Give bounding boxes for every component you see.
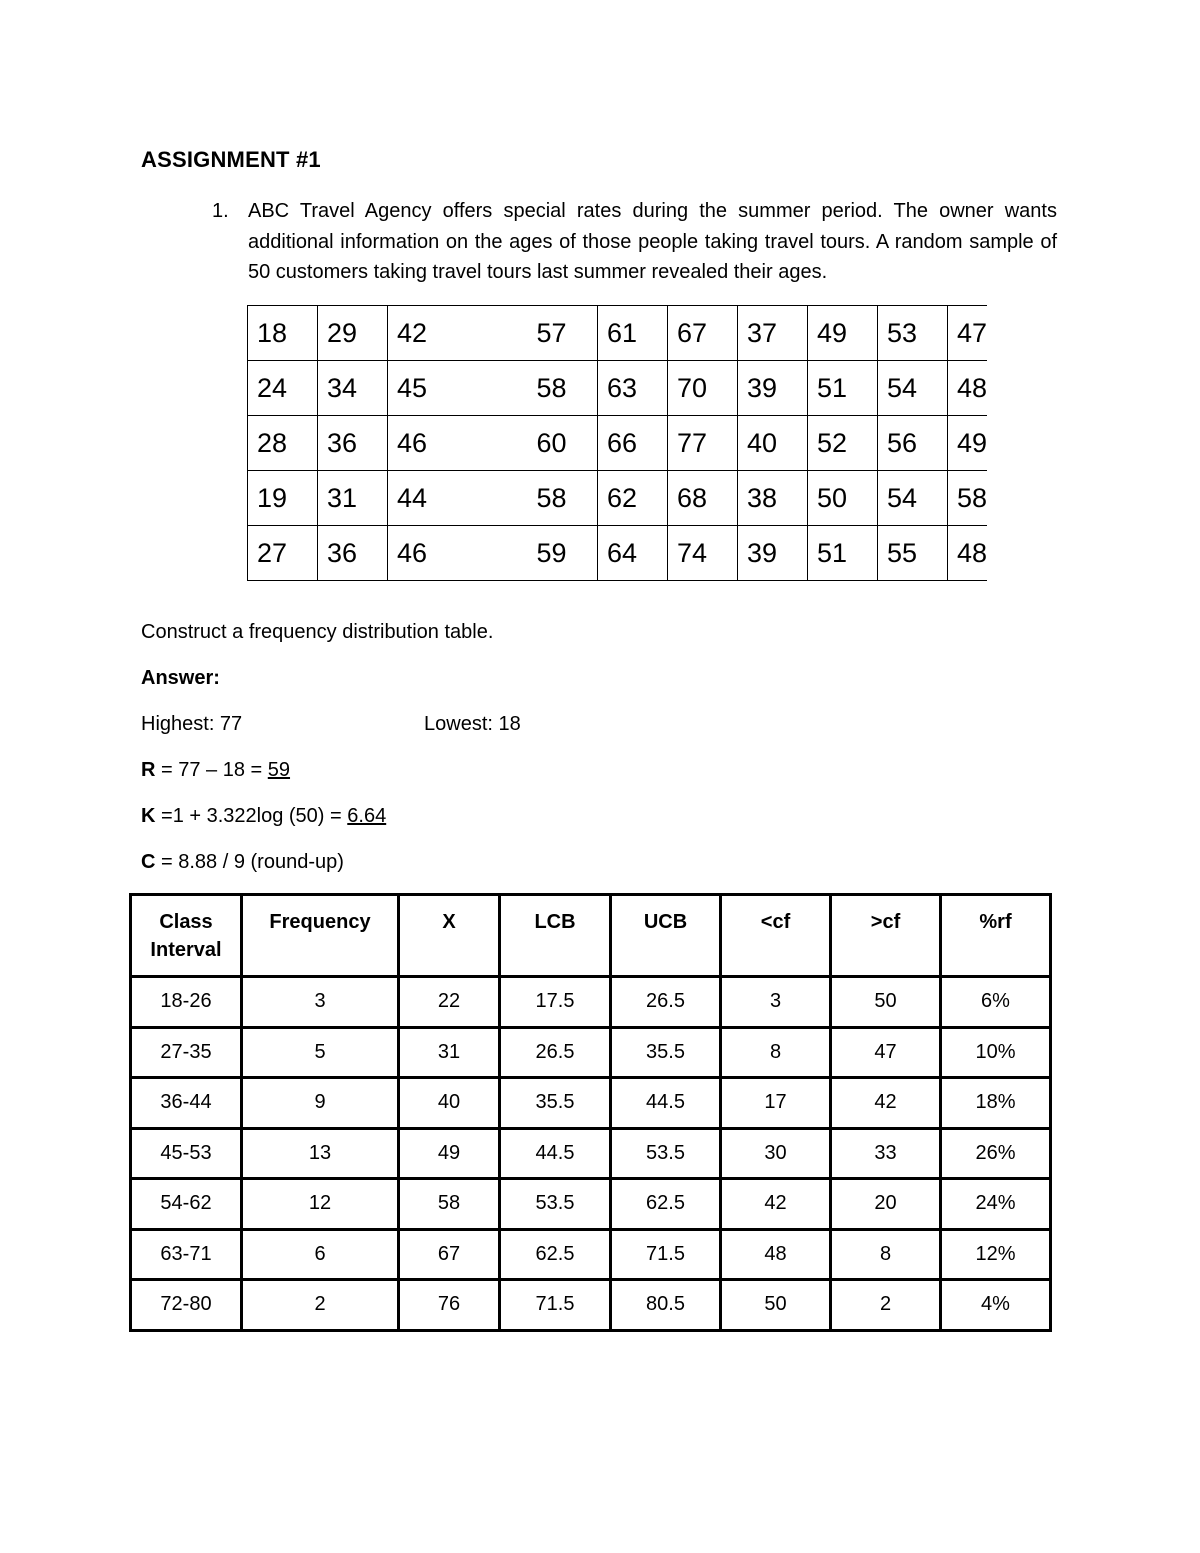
freq-cell: 17.5 — [500, 977, 611, 1028]
ages-cell: 66 — [598, 416, 668, 471]
ages-cell: 62 — [598, 471, 668, 526]
ages-row — [248, 526, 988, 581]
ages-cell: 54 — [878, 361, 948, 416]
ages-cell: 47 — [948, 306, 988, 361]
freq-cell: 53.5 — [611, 1128, 721, 1179]
width-label: C — [141, 851, 156, 873]
freq-cell: 44.5 — [611, 1078, 721, 1129]
freq-cell: 42 — [831, 1078, 941, 1129]
freq-cell: 62.5 — [500, 1229, 611, 1280]
ages-cell: 52 — [808, 416, 878, 471]
ages-cell: 61 — [598, 306, 668, 361]
ages-cell: 60 — [528, 416, 598, 471]
range-result: 59 — [267, 759, 291, 781]
freq-cell: 58 — [399, 1179, 500, 1230]
freq-cell: 40 — [399, 1078, 500, 1129]
ages-cell: 77 — [668, 416, 738, 471]
freq-cell: 12% — [941, 1229, 1051, 1280]
freq-cell: 63-71 — [131, 1229, 242, 1280]
ages-cell: 37 — [738, 306, 808, 361]
frequency-distribution-table — [129, 893, 1052, 1332]
ages-cell: 19 — [248, 471, 318, 526]
ages-cell: 56 — [878, 416, 948, 471]
freq-cell: 62.5 — [611, 1179, 721, 1230]
ages-cell: 58 — [948, 471, 988, 526]
freq-cell: 33 — [831, 1128, 941, 1179]
freq-cell: 13 — [242, 1128, 399, 1179]
freq-cell: 8 — [831, 1229, 941, 1280]
problem-text: ABC Travel Agency offers special rates during the summer period. The owner wants additional information on the ages of those people taking travel tours. A random sample of 50 customers taking travel tours last summer revealed their ages. — [248, 200, 1057, 283]
freq-cell: 9 — [242, 1078, 399, 1129]
freq-cell: 71.5 — [611, 1229, 721, 1280]
freq-cell: 27-35 — [131, 1027, 242, 1078]
freq-cell: 30 — [721, 1128, 831, 1179]
freq-cell: 48 — [721, 1229, 831, 1280]
ages-cell: 38 — [738, 471, 808, 526]
classes-label: K — [141, 805, 156, 827]
ages-cell: 24 — [248, 361, 318, 416]
ages-cell: 50 — [808, 471, 878, 526]
ages-cell: 58 — [528, 471, 598, 526]
ages-row — [248, 361, 988, 416]
freq-row — [131, 977, 1051, 1028]
freq-cell: 20 — [831, 1179, 941, 1230]
ages-cell: 54 — [878, 471, 948, 526]
freq-cell: 35.5 — [611, 1027, 721, 1078]
problem-number: 1. — [212, 200, 229, 222]
freq-cell: 3 — [242, 977, 399, 1028]
freq-cell: 26.5 — [500, 1027, 611, 1078]
freq-row — [131, 1027, 1051, 1078]
freq-cell: 26.5 — [611, 977, 721, 1028]
freq-cell: 2 — [831, 1280, 941, 1331]
freq-cell: 36-44 — [131, 1078, 242, 1129]
freq-header-cell: Frequency — [242, 895, 399, 977]
freq-cell: 4% — [941, 1280, 1051, 1331]
freq-cell: 72-80 — [131, 1280, 242, 1331]
freq-row — [131, 1128, 1051, 1179]
ages-cell: 49 — [948, 416, 988, 471]
ages-cell: 67 — [668, 306, 738, 361]
ages-cell: 29 — [318, 306, 388, 361]
freq-cell: 76 — [399, 1280, 500, 1331]
ages-cell: 18 — [248, 306, 318, 361]
freq-cell: 45-53 — [131, 1128, 242, 1179]
width-expression: = 8.88 / 9 (round-up) — [155, 851, 344, 873]
freq-cell: 24% — [941, 1179, 1051, 1230]
ages-cell: 36 — [318, 416, 388, 471]
freq-cell: 71.5 — [500, 1280, 611, 1331]
freq-cell: 53.5 — [500, 1179, 611, 1230]
ages-cell: 64 — [598, 526, 668, 581]
freq-cell: 50 — [721, 1280, 831, 1331]
freq-row — [131, 1280, 1051, 1331]
freq-cell: 35.5 — [500, 1078, 611, 1129]
freq-cell: 10% — [941, 1027, 1051, 1078]
freq-cell: 5 — [242, 1027, 399, 1078]
ages-cell: 39 — [738, 361, 808, 416]
ages-cell: 34 — [318, 361, 388, 416]
ages-cell: 51 — [808, 526, 878, 581]
freq-header-row — [131, 895, 1051, 977]
answer-label: Answer: — [141, 667, 220, 689]
freq-header-cell: UCB — [611, 895, 721, 977]
ages-table — [247, 305, 987, 581]
ages-cell: 51 — [808, 361, 878, 416]
ages-cell: 36 — [318, 526, 388, 581]
freq-cell: 17 — [721, 1078, 831, 1129]
ages-cell: 46 — [388, 526, 528, 581]
ages-cell: 42 — [388, 306, 528, 361]
ages-cell: 46 — [388, 416, 528, 471]
freq-cell: 18% — [941, 1078, 1051, 1129]
ages-row — [248, 306, 988, 361]
highest-value: Highest: 77 — [141, 713, 243, 735]
freq-cell: 8 — [721, 1027, 831, 1078]
ages-cell: 31 — [318, 471, 388, 526]
freq-cell: 2 — [242, 1280, 399, 1331]
classes-formula — [141, 805, 386, 828]
instruction: Construct a frequency distribution table. — [141, 621, 494, 643]
freq-cell: 18-26 — [131, 977, 242, 1028]
ages-cell: 74 — [668, 526, 738, 581]
lowest-value: Lowest: 18 — [424, 713, 521, 735]
freq-header-cell: >cf — [831, 895, 941, 977]
ages-cell: 45 — [388, 361, 528, 416]
freq-cell: 42 — [721, 1179, 831, 1230]
ages-cell: 57 — [528, 306, 598, 361]
ages-cell: 40 — [738, 416, 808, 471]
freq-cell: 47 — [831, 1027, 941, 1078]
freq-cell: 3 — [721, 977, 831, 1028]
assignment-title: ASSIGNMENT #1 — [141, 147, 321, 172]
freq-cell: 12 — [242, 1179, 399, 1230]
freq-cell: 26% — [941, 1128, 1051, 1179]
ages-cell: 39 — [738, 526, 808, 581]
freq-row — [131, 1078, 1051, 1129]
ages-cell: 58 — [528, 361, 598, 416]
freq-row — [131, 1229, 1051, 1280]
ages-cell: 68 — [668, 471, 738, 526]
range-expression: = 77 – 18 = — [155, 759, 268, 781]
problem-1 — [212, 196, 1057, 288]
ages-cell: 27 — [248, 526, 318, 581]
freq-cell: 44.5 — [500, 1128, 611, 1179]
freq-cell: 67 — [399, 1229, 500, 1280]
freq-header-cell: Class Interval — [131, 895, 242, 977]
range-label: R — [141, 759, 156, 781]
ages-cell: 59 — [528, 526, 598, 581]
ages-cell: 63 — [598, 361, 668, 416]
ages-row — [248, 416, 988, 471]
ages-cell: 55 — [878, 526, 948, 581]
freq-header-cell: <cf — [721, 895, 831, 977]
width-formula — [141, 851, 344, 874]
ages-cell: 48 — [948, 361, 988, 416]
ages-cell: 28 — [248, 416, 318, 471]
freq-row — [131, 1179, 1051, 1230]
ages-cell: 44 — [388, 471, 528, 526]
freq-cell: 80.5 — [611, 1280, 721, 1331]
classes-expression: =1 + 3.322log (50) = — [155, 805, 348, 827]
freq-cell: 54-62 — [131, 1179, 242, 1230]
freq-header-cell: %rf — [941, 895, 1051, 977]
ages-cell: 48 — [948, 526, 988, 581]
freq-cell: 50 — [831, 977, 941, 1028]
freq-header-cell: X — [399, 895, 500, 977]
ages-cell: 49 — [808, 306, 878, 361]
ages-cell: 53 — [878, 306, 948, 361]
classes-result: 6.64 — [347, 805, 387, 827]
freq-cell: 31 — [399, 1027, 500, 1078]
freq-cell: 49 — [399, 1128, 500, 1179]
freq-cell: 6% — [941, 977, 1051, 1028]
freq-cell: 6 — [242, 1229, 399, 1280]
ages-row — [248, 471, 988, 526]
freq-header-cell: LCB — [500, 895, 611, 977]
range-formula — [141, 759, 290, 782]
ages-cell: 70 — [668, 361, 738, 416]
freq-cell: 22 — [399, 977, 500, 1028]
